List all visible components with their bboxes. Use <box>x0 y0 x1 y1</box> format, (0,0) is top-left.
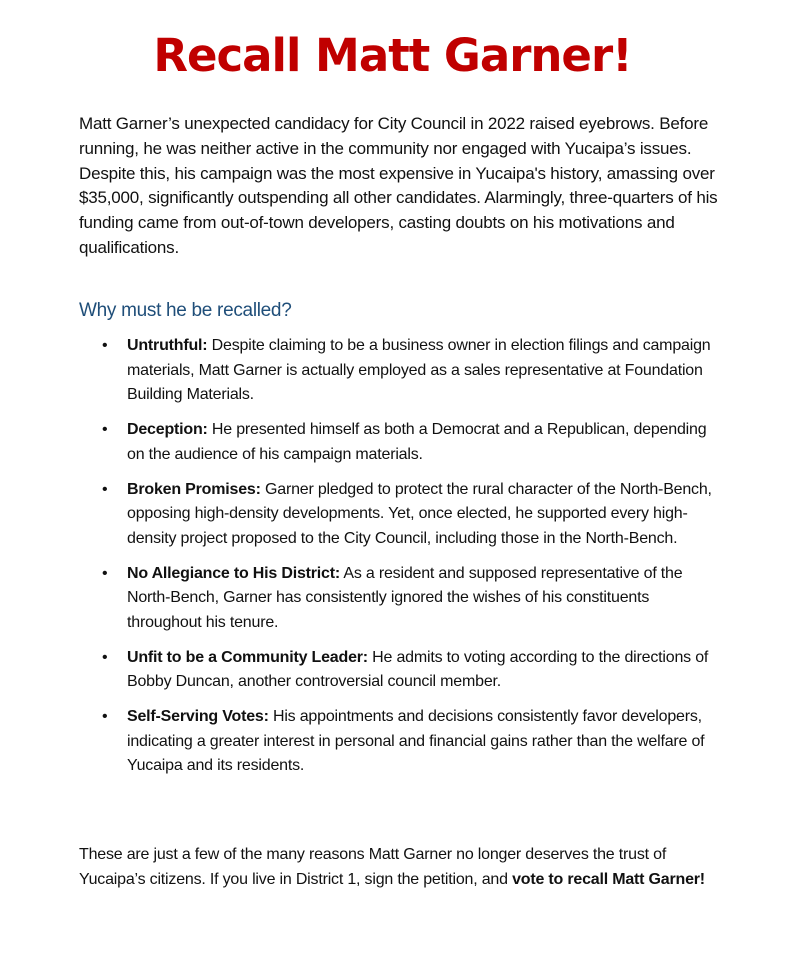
bullet-icon: • <box>102 648 108 666</box>
reason-title: Unfit to be a Community Leader: <box>127 648 368 666</box>
closing-text: These are just a few of the many reasons Matt Garner no longer deserves the trust of Yucaipa’s citizens. If you live in District 1, sign the petition, and <box>79 846 667 888</box>
reason-text: His appointments and decisions consistently favor developers, indicating a greater interest in personal and financial gains rather than the welfare of Yucaipa and its residents. <box>127 708 705 774</box>
reason-item-deception <box>79 418 719 467</box>
reason-text: He admits to voting according to the directions of Bobby Duncan, another controversial council member. <box>127 648 709 690</box>
reason-title: Deception: <box>127 421 208 438</box>
reason-item-unfit-leader <box>79 646 719 695</box>
reason-item-broken-promises <box>79 478 719 552</box>
call-to-action: vote to recall Matt Garner! <box>512 870 705 888</box>
closing-paragraph <box>79 843 729 892</box>
reason-title: Self-Serving Votes: <box>127 708 269 725</box>
reason-title: Broken Promises: <box>127 480 261 498</box>
reason-item-self-serving-votes <box>79 705 719 779</box>
reason-text: He presented himself as both a Democrat and a Republican, depending on the audience of his campaign materials. <box>127 421 707 463</box>
reason-text: Garner pledged to protect the rural character of the North-Bench, opposing high-density developments. Yet, once elected, he supported every high-density project proposed to the City Council, including those in the North-Bench. <box>127 480 712 547</box>
bullet-icon: • <box>102 480 108 498</box>
bullet-icon: • <box>102 564 108 582</box>
reason-text: Despite claiming to be a business owner in election filings and campaign materials, Matt Garner is actually employed as a sales representative at Foundation Building Materials. <box>127 337 711 403</box>
reason-title: No Allegiance to His District: <box>127 564 341 582</box>
bullet-icon: • <box>102 708 108 725</box>
section-heading: Why must he be recalled? <box>79 300 292 321</box>
bullet-icon: • <box>102 337 108 354</box>
reason-item-no-allegiance <box>79 562 719 636</box>
reason-title: Untruthful: <box>127 337 208 354</box>
intro-paragraph: Matt Garner’s unexpected candidacy for City Council in 2022 raised eyebrows. Before running, he was neither active in the community nor engaged with Yucaipa’s issues. Despite this, his campaign was the most expensive in Yucaipa's history, amassing over $35,000, significantly outspending all other candidates. Alarmingly, three-quarters of his funding came from out-of-town developers, casting doubts on his motivations and qualifications. <box>79 114 718 257</box>
reason-item-untruthful <box>79 334 719 408</box>
reason-text: As a resident and supposed representative of the North-Bench, Garner has consistently ignored the wishes of his constituents throughout his tenure. <box>127 564 683 631</box>
reasons-list <box>79 334 719 789</box>
page-title: Recall Matt Garner! <box>153 29 632 82</box>
bullet-icon: • <box>102 421 108 438</box>
